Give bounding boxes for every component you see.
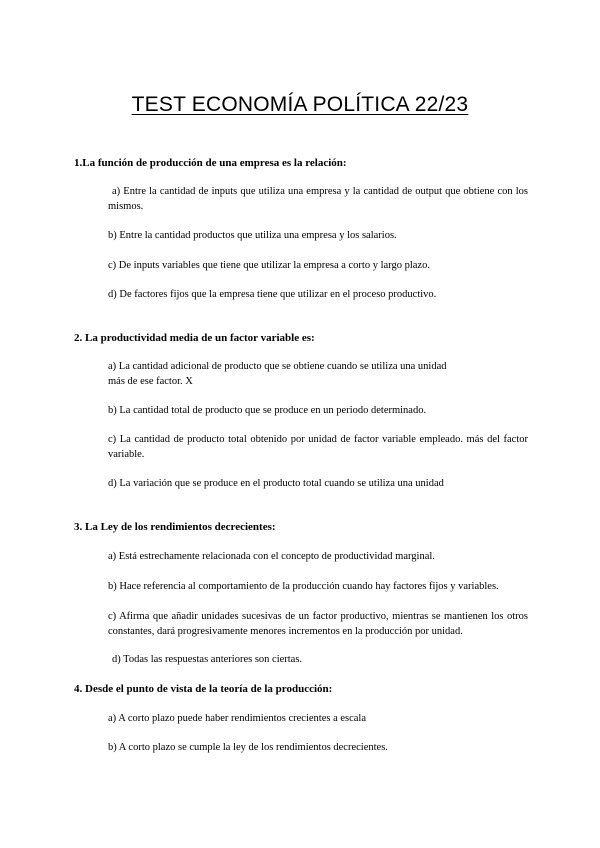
question-3-option-a: a) Está estrechamente relacionada con el concepto de productividad marginal. [108, 551, 435, 562]
question-3-option-b: b) Hace referencia al comportamiento de la producción cuando hay factores fijos y variables. [108, 581, 499, 592]
document-title: TEST ECONOMÍA POLÍTICA 22/23 [131, 93, 469, 116]
question-2: 2. La productividad media de un factor variable es: [74, 332, 315, 344]
question-4-option-b: b) A corto plazo se cumple la ley de los rendimientos decrecientes. [108, 742, 388, 753]
question-2-option-b: b) La cantidad total de producto que se produce en un periodo determinado. [108, 405, 427, 416]
question-4-option-a: a) A corto plazo puede haber rendimientos crecientes a escala [108, 713, 367, 724]
question-1-option-d: d) De factores fijos que la empresa tiene que utilizar en el proceso productivo. [108, 289, 437, 300]
question-3-option-c: c) Afirma que añadir unidades sucesivas de un factor productivo, mientras se mantienen los otros constantes, dará progresivamente menores incrementos en la producción por unidad. [108, 611, 528, 637]
question-2-option-d: d) La variación que se produce en el producto total cuando se utiliza una unidad [108, 478, 444, 489]
question-2-option-a-continued: más de ese factor. X [108, 376, 193, 387]
question-3: 3. La Ley de los rendimientos decrecientes: [74, 521, 276, 533]
question-1-option-c: c) De inputs variables que tiene que utilizar la empresa a corto y largo plazo. [108, 260, 430, 271]
question-2-option-c: c) La cantidad de producto total obtenido por unidad de factor variable empleado. más del factor variable. [108, 434, 528, 460]
question-1-option-b: b) Entre la cantidad productos que utiliza una empresa y los salarios. [108, 230, 397, 241]
question-1-option-a: a) Entre la cantidad de inputs que utiliza una empresa y la cantidad de output que obtiene con los mismos. [108, 186, 528, 212]
question-2-option-a: a) La cantidad adicional de producto que se obtiene cuando se utiliza una unidad [108, 361, 447, 372]
question-3-option-d: d) Todas las respuestas anteriores son ciertas. [112, 654, 303, 665]
question-1: 1.La función de producción de una empresa es la relación: [74, 157, 347, 169]
question-4: 4. Desde el punto de vista de la teoría de la producción: [74, 683, 333, 695]
